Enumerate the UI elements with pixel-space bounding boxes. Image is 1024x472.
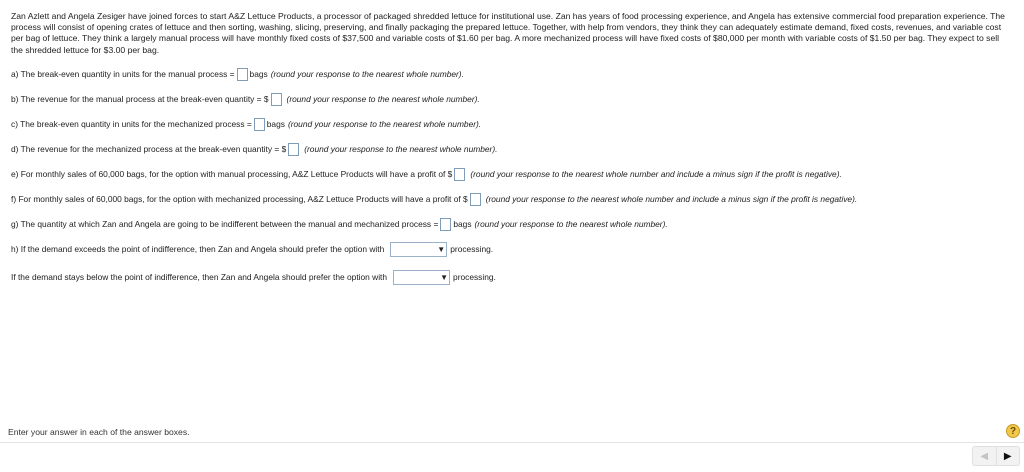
question-g-text: g) The quantity at which Zan and Angela are going to be indifferent between the manual and mechanized process = (11, 219, 439, 229)
question-a-unit: bags (249, 69, 268, 79)
question-f-text: f) For monthly sales of 60,000 bags, for the option with mechanized processing, A&Z Lettuce Products will have a profit of $ (11, 194, 468, 204)
question-f-hint: (round your response to the nearest whole number and include a minus sign if the profit is negative). (485, 194, 858, 204)
question-h1 (11, 241, 493, 257)
answer-b-input[interactable] (271, 93, 282, 106)
question-d-text: d) The revenue for the mechanized process at the break-even quantity = $ (11, 144, 287, 154)
question-c-text: c) The break-even quantity in units for the mechanized process = (11, 119, 252, 129)
answer-d-input[interactable] (288, 143, 299, 156)
question-b-hint: (round your response to the nearest whole number). (286, 94, 480, 104)
question-h2-unit: processing. (453, 272, 496, 282)
footer-instruction: Enter your answer in each of the answer boxes. (8, 427, 190, 437)
answer-g-input[interactable] (440, 218, 451, 231)
question-a-text: a) The break-even quantity in units for the manual process = (11, 69, 235, 79)
answer-f-input[interactable] (470, 193, 481, 206)
problem-statement: Zan Azlett and Angela Zesiger have joined forces to start A&Z Lettuce Products, a processor of packaged shredded lettuce for institutional use. Zan has years of food processing experience, and Angela has extensive commercial food preparation experience. The process will consist of opening crates of lettuce and then sorting, washing, slicing, preserving, and finally packaging the prepared lettuce. Together, with help from vendors, they think they can adequately estimate demand, fixed costs, revenues, and variable cost per bag of lettuce. They think a largely manual process will have monthly fixed costs of $37,500 and variable costs of $1.60 per bag. A more mechanized process will have fixed costs of $80,000 per month with variable costs of $1.50 per bag. They expect to sell the shredded lettuce for $3.00 per bag. (11, 11, 1005, 55)
question-a-hint: (round your response to the nearest whole number). (270, 69, 464, 79)
question-h2 (11, 269, 496, 285)
question-b (11, 91, 480, 107)
next-arrow-icon[interactable]: ▶ (1003, 450, 1012, 462)
question-c-unit: bags (266, 119, 285, 129)
question-navigation (972, 446, 1020, 466)
question-h1-text: h) If the demand exceeds the point of indifference, then Zan and Angela should prefer the option with (11, 244, 385, 254)
answer-h1-dropdown[interactable] (390, 242, 447, 257)
question-a (11, 66, 464, 82)
answer-c-input[interactable] (254, 118, 265, 131)
question-d (11, 141, 497, 157)
previous-arrow-icon[interactable]: ◀ (973, 447, 997, 465)
answer-a-input[interactable] (237, 68, 248, 81)
answer-h2-dropdown[interactable] (393, 270, 450, 285)
answer-e-input[interactable] (454, 168, 465, 181)
question-g (11, 216, 668, 232)
question-f (11, 191, 857, 207)
question-e-hint: (round your response to the nearest whole number and include a minus sign if the profit is negative). (470, 169, 842, 179)
question-h1-unit: processing. (450, 244, 494, 254)
question-d-hint: (round your response to the nearest whole number). (304, 144, 498, 154)
question-b-text: b) The revenue for the manual process at the break-even quantity = $ (11, 94, 269, 104)
question-e-text: e) For monthly sales of 60,000 bags, for the option with manual processing, A&Z Lettuce Products will have a profit of $ (11, 169, 453, 179)
question-c (11, 116, 481, 132)
help-icon[interactable]: ? (1006, 424, 1020, 438)
question-e (11, 166, 842, 182)
question-h2-text: If the demand stays below the point of indifference, then Zan and Angela should prefer the option with (11, 272, 388, 282)
question-c-hint: (round your response to the nearest whole number). (287, 119, 482, 129)
question-g-hint: (round your response to the nearest whole number). (474, 219, 668, 229)
chevron-down-icon: ▼ (437, 244, 446, 254)
question-g-unit: bags (453, 219, 472, 229)
footer-divider (0, 442, 1024, 443)
chevron-down-icon: ▼ (440, 272, 448, 282)
